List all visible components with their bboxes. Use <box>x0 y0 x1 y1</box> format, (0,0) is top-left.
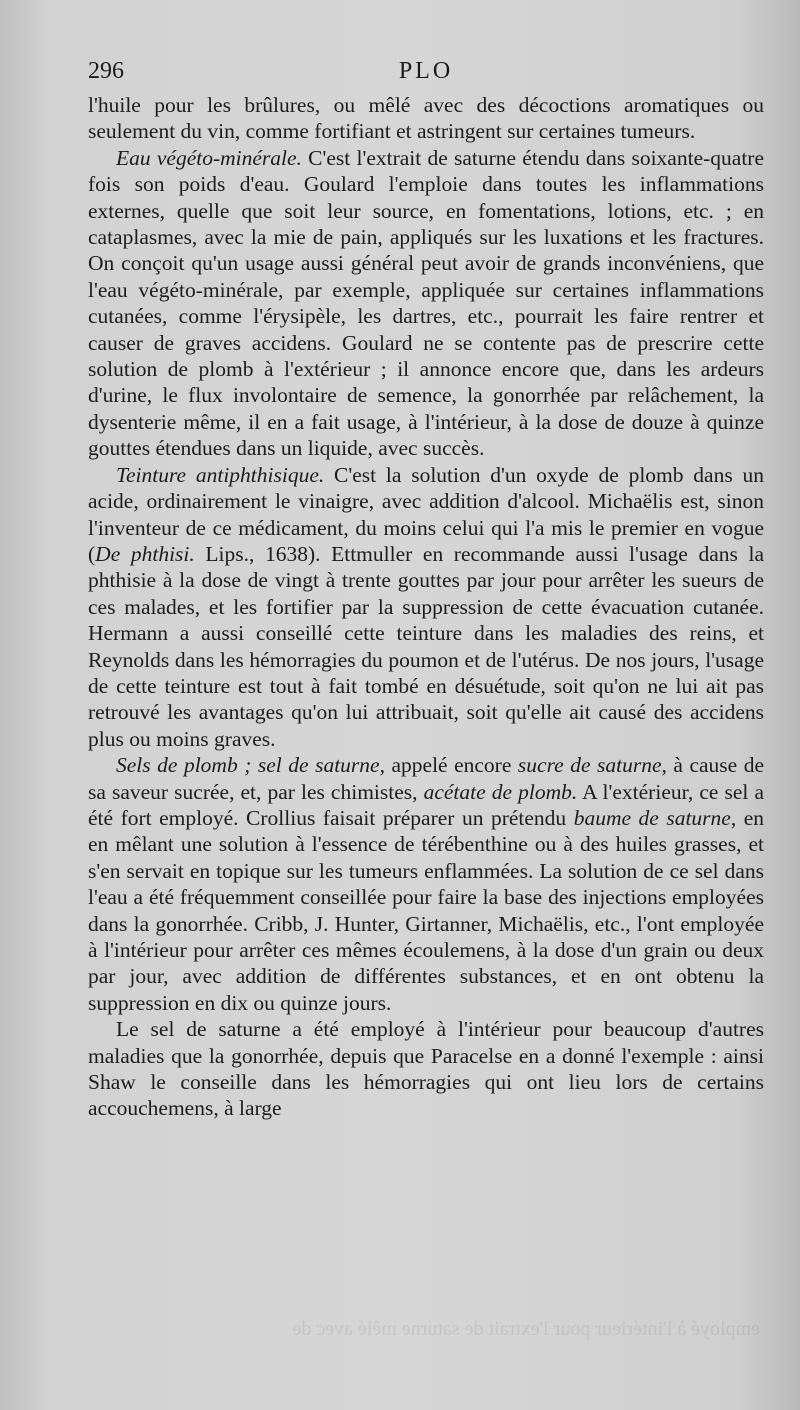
paragraph <box>88 462 764 752</box>
paragraph-text: , en en mêlant une solution à l'essence de térébenthine ou à des huiles grasses, et s'en servait en topique sur les tumeurs enflammées. La solution de ce sel dans l'eau a été fréquemment conseillée pour faire la base des injections employées dans la gonorrhée. Cribb, J. Hunter, Girtanner, Michaëlis, etc., l'ont employée à l'intérieur pour arrêter ces mêmes écoulemens, à la dose d'un grain ou deux par jour, avec addition de différentes substances, et en ont obtenu la suppression en dix ou quinze jours. <box>88 805 765 1015</box>
paragraph-text: l'huile pour les brûlures, ou mêlé avec des décoctions aromatiques ou seulement du vin, comme fortifiant et astringent sur certaines tumeurs. <box>88 93 764 144</box>
italic-term: sucre de saturne, <box>517 753 667 778</box>
italic-term: Sels de plomb ; sel de saturne, <box>116 753 385 778</box>
paragraph-text: A l'extérieur, ce sel a été fort employé. Crollius faisait préparer un prétendu <box>88 779 764 830</box>
paragraph <box>88 1016 764 1122</box>
italic-term: baume de saturne <box>573 805 731 830</box>
paragraph-text: Lips., 1638). Ettmuller en recommande aussi l'usage dans la phthisie à la dose de vingt à trente gouttes par jour pour arrêter les sueurs de ces malades, et les fortifier par la suppression de cette évacuation cutanée. Hermann a aussi conseillé cette teinture dans les maladies des reins, et Reynolds dans les hémorragies du poumon et de l'utérus. De nos jours, l'usage de cette teinture est tout à fait tombé en désuétude, soit qu'on ne lui ait pas retrouvé les avantages qu'on lui attribuait, soit qu'elle ait causé des accidens plus ou moins graves. <box>88 541 764 751</box>
paragraph <box>88 145 764 462</box>
paragraph-text: Le sel de saturne a été employé à l'intérieur pour beaucoup d'autres maladies que la gonorrhée, depuis que Paracelse en a donné l'exemple : ainsi Shaw le conseille dans les hémorragies qui ont lieu lors de certains accouchemens, à large <box>88 1017 764 1121</box>
body-text <box>88 92 764 1122</box>
running-head <box>88 58 764 90</box>
italic-term: acétate de plomb. <box>423 779 578 804</box>
running-title: PLO <box>398 58 454 84</box>
paragraph-text: appelé encore <box>384 753 518 778</box>
paragraph-text: à cause de sa saveur sucrée, et, par les chimistes, <box>88 753 764 804</box>
paragraph <box>88 752 764 1016</box>
paragraph-text: C'est l'extrait de saturne étendu dans soixante-quatre fois son poids d'eau. Goulard l'emploie dans toutes les inflammations externes, quelle que soit leur source, en fomentations, lotions, etc. ; en cataplasmes, avec la mie de pain, appliqués sur les luxations et les fractures. On conçoit qu'un usage aussi général peut avoir de grands inconvéniens, que l'eau végéto-minérale, par exemple, appliquée sur certaines inflammations cutanées, comme l'érysipèle, les dartres, etc., pourrait les faire rentrer et causer de graves accidens. Goulard ne se contente pas de prescrire cette solution de plomb à l'extérieur ; il annonce encore que, dans les ardeurs d'urine, le flux involontaire de semence, la gonorrhée par relâchement, la dysenterie même, il en a fait usage, à l'intérieur, à la dose de douze à quinze gouttes étendues dans un liquide, avec succès. <box>88 145 764 461</box>
page-number: 296 <box>88 58 124 84</box>
show-through-text: employé à l'intérieur pour l'extrait de saturne mêlé avec de <box>292 1318 760 1340</box>
italic-term: De phthisi. <box>95 541 195 566</box>
paragraph-text: C'est la solution d'un oxyde de plomb dans un acide, ordinairement le vinaigre, avec addition d'alcool. Michaëlis est, sinon l'inventeur de ce médicament, du moins celui qui l'a mis le premier en vogue ( <box>88 462 764 566</box>
italic-term: Eau végéto-minérale. <box>116 145 302 170</box>
paragraph <box>88 92 764 145</box>
italic-term: Teinture antiphthisique. <box>116 462 325 487</box>
